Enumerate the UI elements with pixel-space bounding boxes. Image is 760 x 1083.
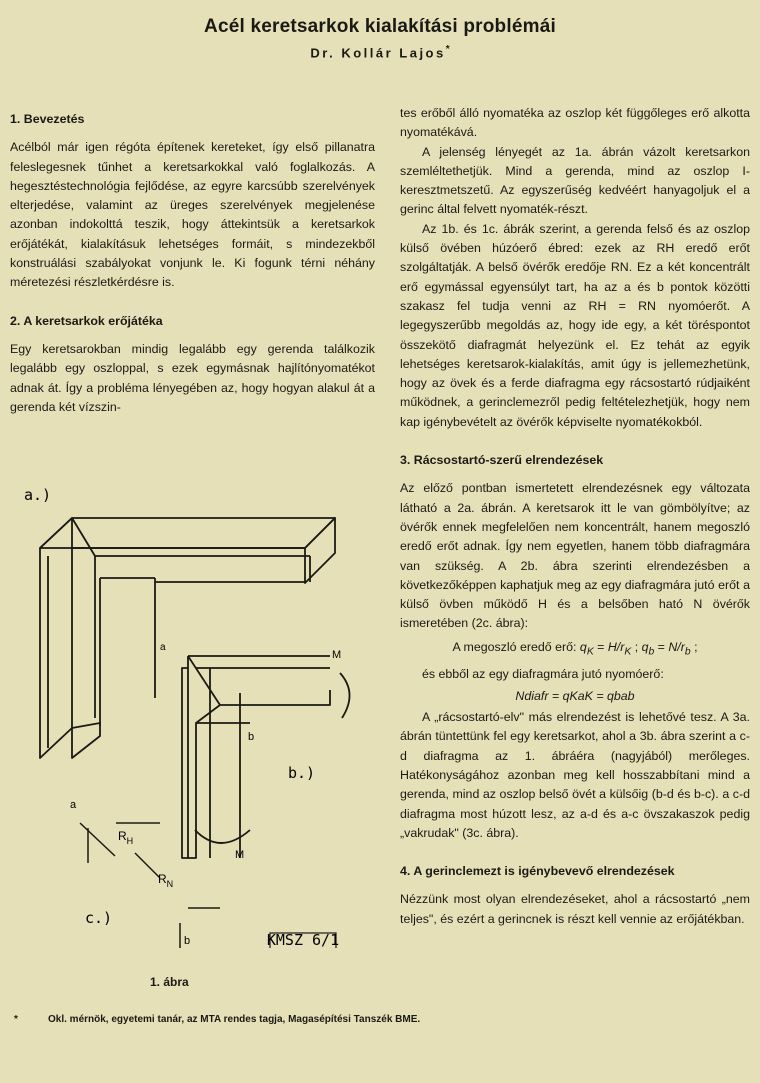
- author-name: Dr. Kollár Lajos: [310, 45, 446, 61]
- footnote: [14, 1014, 420, 1025]
- point-b2-label: b: [184, 935, 191, 947]
- right-paragraph-1: tes erőből álló nyomatéka az oszlop két függőleges erő alkotta nyomatékává.: [400, 106, 750, 140]
- section-1-heading: 1. Bevezetés: [10, 112, 85, 126]
- point-a-label: a: [160, 642, 166, 653]
- section-3-heading: 3. Rácsostartó-szerű elrendezések: [400, 453, 604, 468]
- figure-1-drawing: [10, 478, 370, 948]
- author-line: [0, 44, 760, 60]
- figure-label-c: c.): [85, 909, 113, 927]
- force-rn-label: $R_N$: [158, 872, 174, 889]
- footnote-mark: *: [14, 1014, 18, 1025]
- section-1-text: Acélból már igen régóta építenek kereteket, így első pillanatra feleslegesnek tűnhet a keretsarkokkal való foglalkozás. A hegesztéstechnológia fejlődése, az egyre karcsúbb szerelvények elterjedése, valamint az üreges szerelvények megjelenése azonban indokolttá teszik, hogy áttekintsük a keretsarkok erőjátékát, kialakításuk lehetséges formáit, s mindezekből konstruálási szabályokat vonjunk le. Ki fogunk térni néhány méretezési részletkérdésre is.: [10, 140, 375, 290]
- point-b-label: b: [248, 731, 255, 743]
- right-paragraph-3: Az 1b. és 1c. ábrák szerint, a gerenda felső és az oszlop külső övében húzóerő ébred: ezek az RH eredő erőt szolgáltatják. A belső övérők eredője RN. Ez a két koncentrált erő egymással egyensúlyt tart, ha az a és b pontok közötti szakasz fel tudja venni az RH = RN nyomóerőt. A legegyszerűbb megoldás az, hogy ide egy, a két töréspontot összekötő diafragmát helyezünk el. Ez tehát az egyik lehetséges keretsarok-kialakítás, amit úgy is jellemezhetünk, hogy az övek és a ferde diafragma egy rácsostartó rúdjaiként működnek, a gerinclemezről pedig feltételezhetjük, hogy nem kap igénybevételt az övérők képviselte nyomatékokból.: [400, 221, 750, 429]
- formula-1-label: A megoszló eredő erő:: [452, 639, 577, 654]
- paper-title: Acél keretsarkok kialakítási problémái: [204, 16, 556, 37]
- section-2-heading: 2. A keretsarkok erőjátéka: [10, 313, 163, 328]
- right-column: [400, 104, 750, 929]
- figure-label-a: a.): [24, 486, 52, 504]
- author-footnote-mark: *: [445, 44, 450, 55]
- formula-2-label: és ebből az egy diafragmára jutó nyomóerő:: [422, 667, 664, 682]
- formula-diaphragm-force: Ndiafr = qKaK = qbab: [515, 688, 635, 703]
- right-paragraph-4: Az előző pontban ismertetett elrendezésnek egy változata látható a 2a. ábrán. A keretsarok itt le van gömbölyítve; az övérők ennek megfelelően nem koncentrált, hanem megoszló eredő erőt adnak. Így nem egyetlen, hanem több diafragmára van szükség. A 2b. ábra szerinti elrendezésben a következőképpen kaphatjuk meg az egy diafragmára jutó erőt a külső övben működő H és a belsőben ható N övérők ismeretében (2c. ábra):: [400, 481, 750, 631]
- section-4-heading: 4. A gerinclemezt is igénybevevő elrendezések: [400, 864, 675, 879]
- point-a2-label: a: [70, 799, 77, 811]
- moment-bottom-label: M: [235, 849, 245, 861]
- right-paragraph-2: A jelenség lényegét az 1a. ábrán vázolt keretsarkon szemléltethetjük. Mind a gerenda, mind az oszlop I-keresztmetszetű. Az egyszerűség kedvéért hanyagoljuk el a gerinc által felvett nyomaték-részt.: [400, 144, 750, 217]
- section-2-text: Egy keretsarokban mindig legalább egy gerenda találkozik legalább egy oszloppal, s ezek egymásnak hajlítónyomatékot adnak át. Így a probléma lényegében az, hogy hogyan alakul át a gerenda két vízszin-: [10, 341, 375, 414]
- figure-caption: 1. ábra: [150, 975, 189, 989]
- figure-1b-elevation: [182, 656, 350, 858]
- force-rh-label: $R_H$: [118, 829, 134, 846]
- footnote-text: Okl. mérnök, egyetemi tanár, az MTA rendes tagja, Magasépítési Tanszék BME.: [48, 1014, 421, 1025]
- formula-distributed-force: A megoszló eredő erő: $q_K = H/r_K$ ; $q_b = N/r_b$ ;: [452, 639, 698, 658]
- left-column: [10, 110, 375, 417]
- figure-label-b: b.): [288, 764, 316, 782]
- right-paragraph-5: A „rácsostartó-elv" más elrendezést is lehetővé tesz. A 3a. ábrán tüntettünk fel egy keretsarkot, ahol a 3b. ábra szerint a c-d diafragma az 1. ábráéra (nagyjából) merőleges. Hatékonyságához azonban meg kell hosszabbítani mind a gerenda, mind az oszlop belső övét a külsőig (b-d és b-c). a c-d diafragma most húzott lesz, az a-d és a-c övszakaszok pedig „vakrudak" (3c. ábra).: [400, 710, 750, 840]
- archive-stamp: KMSZ 6/1: [266, 931, 340, 948]
- figure-1c-forces: [80, 823, 220, 948]
- right-paragraph-6: Nézzünk most olyan elrendezéseket, ahol a rácsostartó „nem teljes", és ezért a gerincnek is részt kell vennie az erőjátékban.: [400, 892, 750, 926]
- moment-top-label: M: [332, 649, 342, 661]
